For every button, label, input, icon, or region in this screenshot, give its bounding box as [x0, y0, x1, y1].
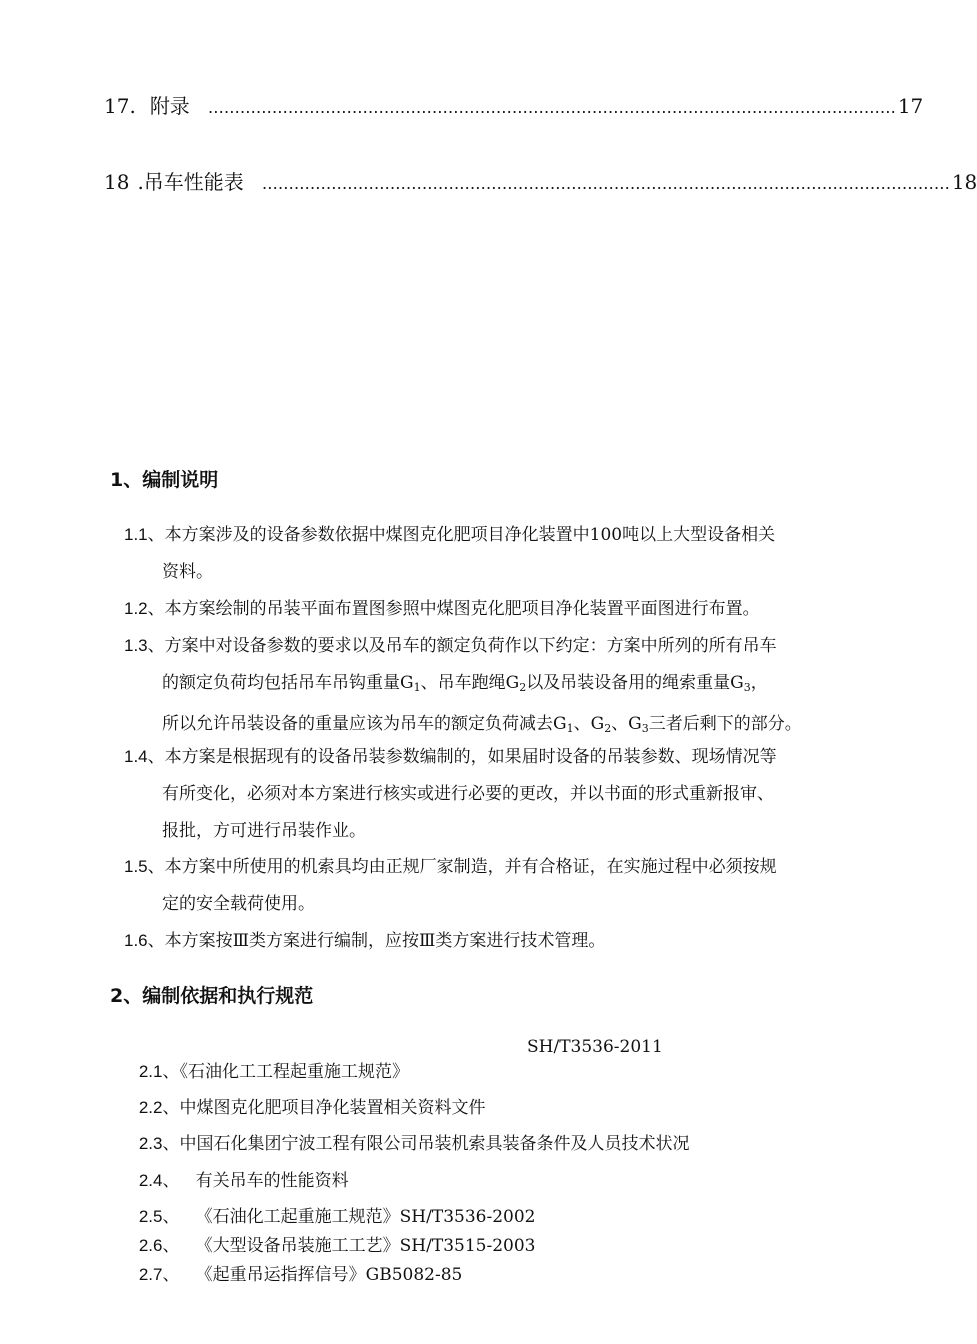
item-number: 1.2 [124, 599, 148, 618]
item-text-cont: 的额定负荷均包括吊车吊钩重量$G_1$、吊车跑绳$G_2$以及吊装设备用的绳索重量$G_3$， [162, 673, 768, 694]
item-text-cont: 报批，方可进行吊装作业。 [162, 821, 366, 841]
item-text: 、本方案中所使用的机索具均由正规厂家制造，并有合格证，在实施过程中必须按规 [147, 857, 777, 877]
item-number: 2.4 [138, 1171, 163, 1190]
item-text: 、《石油化工工程起重施工规范》 [162, 1062, 409, 1082]
standard-code: SH/T3536-2011 [527, 1037, 663, 1057]
item-number: 1.5 [124, 857, 148, 876]
item-number: 2.2 [138, 1098, 163, 1117]
toc-title: .吊车性能表 [137, 170, 244, 194]
item-text: 、 《大型设备吊装施工工艺》SH/T3515-2003 [162, 1236, 536, 1256]
paragraph-1-1 [124, 516, 884, 591]
item-text: 、 《石油化工起重施工规范》SH/T3536-2002 [162, 1207, 536, 1227]
paragraph-1-5 [124, 848, 884, 923]
item-text: 、 有关吊车的性能资料 [162, 1171, 349, 1191]
section-heading: 1、编制说明 [110, 469, 219, 491]
paragraph-1-3 [124, 627, 884, 747]
item-number: 1.4 [124, 747, 148, 766]
toc-page-number: 18 [951, 170, 977, 194]
item-text: 、本方案是根据现有的设备吊装参数编制的，如果届时设备的吊装参数、现场情况等 [147, 747, 777, 767]
item-number: 1.3 [124, 636, 148, 655]
item-number: 2.1 [138, 1062, 163, 1081]
paragraph-1-6 [124, 922, 884, 960]
item-text: 、中煤图克化肥项目净化装置相关资料文件 [162, 1098, 486, 1118]
item-text-cont: 所以允许吊装设备的重量应该为吊车的额定负荷减去$G_1$、$G_2$、$G_3$三者后剩下的部分。 [162, 714, 802, 735]
paragraph-1-2 [124, 590, 884, 628]
item-number: 2.5 [138, 1207, 163, 1226]
item-text-cont: 资料。 [162, 562, 213, 582]
toc-page-number: 17 [897, 94, 924, 118]
item-text: 、方案中对设备参数的要求以及吊车的额定负荷作以下约定：方案中所列的所有吊车 [147, 636, 777, 656]
item-text: 、本方案按Ⅲ类方案进行编制，应按Ⅲ类方案进行技术管理。 [147, 931, 606, 951]
item-number: 2.7 [138, 1265, 163, 1284]
item-number: 1.1 [124, 525, 148, 544]
item-text-cont: 定的安全载荷使用。 [162, 894, 315, 914]
reference-item [128, 1240, 462, 1285]
item-text: 、 《起重吊运指挥信号》GB5082-85 [162, 1265, 463, 1285]
toc-leader-dots: ………………………………………………………………………………………………………………… [261, 174, 950, 193]
toc-leader-dots: ………………………………………………………………………………………………………………… [207, 98, 896, 117]
item-number: 2.3 [138, 1134, 163, 1153]
toc-number: 18 [104, 170, 130, 194]
item-number: 2.6 [138, 1236, 163, 1255]
toc-title: 附录 [149, 94, 190, 118]
toc-number: 17. [104, 94, 136, 118]
toc-entry[interactable] [104, 90, 924, 120]
item-text: 、本方案绘制的吊装平面布置图参照中煤图克化肥项目净化装置平面图进行布置。 [147, 599, 760, 619]
item-number: 1.6 [124, 931, 148, 950]
toc-entry[interactable] [104, 166, 977, 196]
item-text: 、本方案涉及的设备参数依据中煤图克化肥项目净化装置中100吨以上大型设备相关 [147, 525, 776, 545]
section-heading: 2、编制依据和执行规范 [110, 985, 314, 1007]
item-text-cont: 有所变化，必须对本方案进行核实或进行必要的更改，并以书面的形式重新报审、 [162, 784, 774, 804]
paragraph-1-4 [124, 738, 884, 850]
item-text: 、中国石化集团宁波工程有限公司吊装机索具装备条件及人员技术状况 [162, 1134, 690, 1154]
